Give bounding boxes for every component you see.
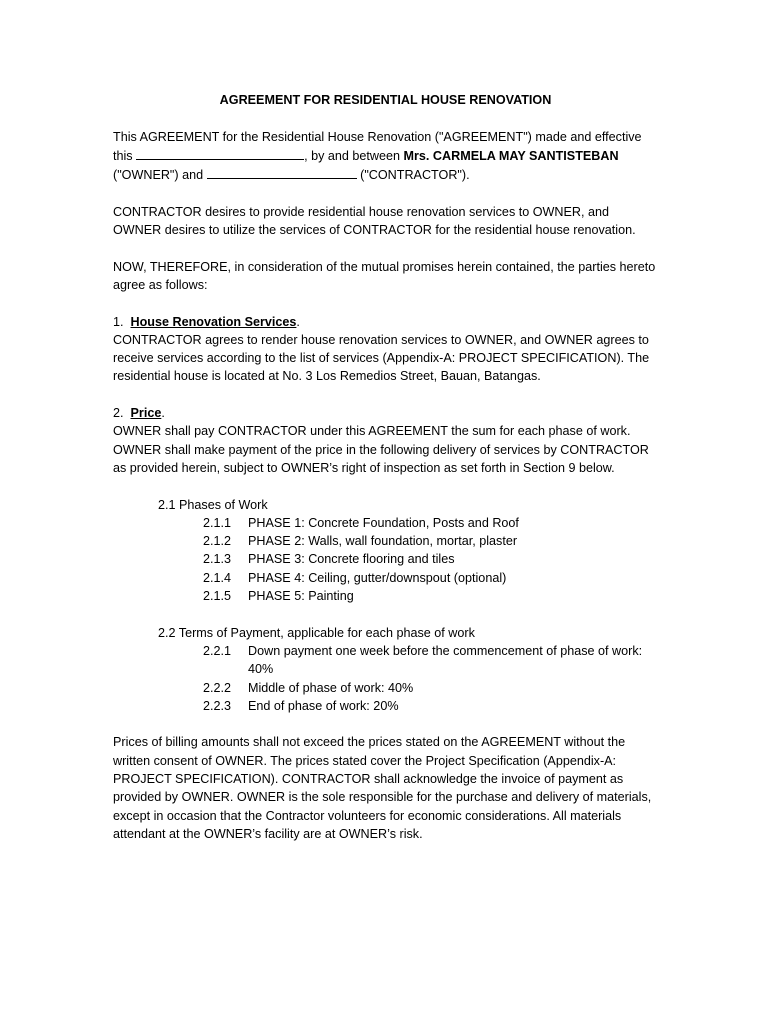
list-item-text: PHASE 1: Concrete Foundation, Posts and Roof xyxy=(248,515,519,530)
document-page xyxy=(113,91,658,861)
list-item-number: 2.2.2 xyxy=(203,680,232,695)
list-item-text: Middle of phase of work: 40% xyxy=(248,680,414,695)
intro-paragraph xyxy=(113,128,658,185)
owner-name: Mrs. CARMELA MAY SANTISTEBAN xyxy=(403,148,619,163)
list-item xyxy=(113,569,658,587)
intro-text-2: , by and between xyxy=(304,148,404,163)
list-item-text: PHASE 5: Painting xyxy=(248,589,354,604)
subsection-2-1-heading: 2.1 Phases of Work xyxy=(158,497,268,512)
intro-text-4: ("CONTRACTOR"). xyxy=(356,168,470,183)
subsection-2-2 xyxy=(113,624,658,715)
section-1-suffix: . xyxy=(296,314,300,329)
list-item xyxy=(113,550,658,568)
list-item xyxy=(113,642,658,679)
section-2-name: Price xyxy=(130,406,162,421)
section-1-heading xyxy=(113,313,658,331)
section-2-heading xyxy=(113,404,658,422)
section-1 xyxy=(113,313,658,386)
billing-paragraph: Prices of billing amounts shall not exceed the prices stated on the AGREEMENT without the written consent of OWNER. The prices stated cover the Project Specification (Appendix-A: PROJECT SPECIFICATION). CONTRACTOR shall acknowledge the invoice of payment as provided by OWNER. OWNER is the sole responsible for the purchase and delivery of materials, except in occasion that the Contractor volunteers for economic considerations. All materials attendant at the OWNER’s facility are at OWNER’s risk. xyxy=(113,735,652,841)
list-item-number: 2.2.3 xyxy=(203,698,232,713)
list-item-text: Down payment one week before the commencement of phase of work: 40% xyxy=(248,643,643,677)
list-item xyxy=(113,697,658,715)
list-item-text: PHASE 4: Ceiling, gutter/downspout (optional) xyxy=(248,570,507,585)
desire-paragraph: CONTRACTOR desires to provide residential house renovation services to OWNER, and OWNER desires to utilize the services of CONTRACTOR for the residential house renovation. xyxy=(113,204,636,238)
list-item-number: 2.2.1 xyxy=(203,643,232,658)
list-item-number: 2.1.4 xyxy=(203,570,232,585)
list-item xyxy=(113,679,658,697)
list-item-number: 2.1.3 xyxy=(203,552,232,567)
list-item-text: PHASE 2: Walls, wall foundation, mortar, plaster xyxy=(248,534,518,549)
section-2-suffix: . xyxy=(161,406,165,421)
section-1-number: 1. xyxy=(113,314,124,329)
list-item-text: End of phase of work: 20% xyxy=(248,698,399,713)
intro-text-1: This AGREEMENT for the Residential House Renovation ("AGREEMENT") made and effective this xyxy=(113,129,642,163)
document-title: AGREEMENT FOR RESIDENTIAL HOUSE RENOVATION xyxy=(219,93,552,107)
contractor-blank-line xyxy=(207,165,357,179)
date-blank-line xyxy=(136,146,304,160)
list-item-number: 2.1.5 xyxy=(203,589,232,604)
subsection-2-1 xyxy=(113,496,658,606)
list-item xyxy=(113,514,658,532)
section-2-number: 2. xyxy=(113,406,124,421)
list-item-number: 2.1.2 xyxy=(203,534,232,549)
list-item xyxy=(113,587,658,605)
subsection-2-2-heading: 2.2 Terms of Payment, applicable for each phase of work xyxy=(158,625,475,640)
section-2-body: OWNER shall pay CONTRACTOR under this AGREEMENT the sum for each phase of work. OWNER shall make payment of the price in the following delivery of services by CONTRACTOR as provided herein, subject to OWNER’s right of inspection as set forth in Section 9 below. xyxy=(113,424,649,475)
list-item-number: 2.1.1 xyxy=(203,515,232,530)
section-1-name: House Renovation Services xyxy=(130,314,297,329)
list-item xyxy=(113,532,658,550)
intro-text-3: ("OWNER") and xyxy=(113,168,207,183)
section-1-body: CONTRACTOR agrees to render house renovation services to OWNER, and OWNER agrees to receive services according to the list of services (Appendix-A: PROJECT SPECIFICATION). The residential house is located at No. 3 Los Remedios Street, Bauan, Batangas. xyxy=(113,332,650,384)
therefore-paragraph: NOW, THEREFORE, in consideration of the mutual promises herein contained, the parties hereto agree as follows: xyxy=(113,259,656,292)
section-2 xyxy=(113,404,658,715)
list-item-text: PHASE 3: Concrete flooring and tiles xyxy=(248,552,455,567)
